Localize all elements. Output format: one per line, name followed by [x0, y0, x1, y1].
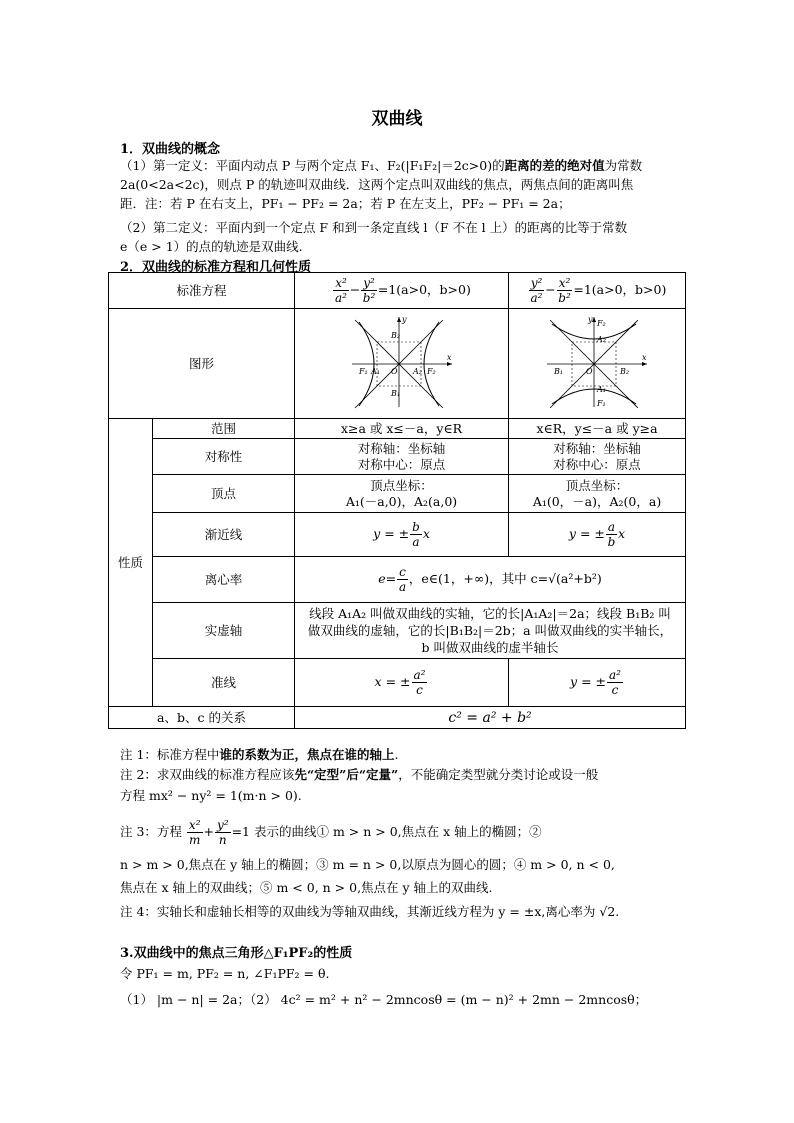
- svg-text:O: O: [586, 366, 593, 376]
- svg-text:A₂: A₂: [412, 366, 422, 376]
- s1-line-4: （2）第二定义：平面内到一个定点 F 和到一条定直线 l（F 不在 l 上）的距离的比等于常数: [120, 220, 628, 235]
- row-axes: [109, 603, 686, 659]
- s1-line-1: （1）第一定义：平面内动点 P 与两个定点 F₁、F₂(|F₁F₂|＝2c>0)的距离的差的绝对值为常数: [120, 158, 643, 173]
- note-3-cont-1: n > m > 0,焦点在 y 轴上的椭圆；③ m = n > 0,以原点为圆心的圆；④ m > 0, n < 0,: [120, 857, 615, 872]
- svg-text:F₂: F₂: [426, 366, 436, 376]
- svg-text:A₁: A₁: [370, 366, 380, 376]
- label-range: 范围: [153, 419, 295, 439]
- vertex-1: 顶点坐标： A₁(－a,0)，A₂(a,0): [295, 475, 509, 513]
- label-abc: a、b、c 的关系: [109, 707, 295, 729]
- row-range: [109, 419, 686, 439]
- svg-text:B₁: B₁: [554, 366, 564, 376]
- label-vertex: 顶点: [153, 475, 295, 513]
- svg-text:F₁: F₁: [597, 398, 606, 408]
- asymptote-1: y = ± $\frac{b}{a}$ x: [295, 513, 509, 557]
- graph-vertical-hyperbola: [509, 309, 686, 419]
- range-2: x∈R，y≤－a 或 y≥a: [509, 419, 686, 439]
- s1-line-2: 2a(0<2a<2c)，则点 P 的轨迹叫双曲线．这两个定点叫双曲线的焦点，两焦点间的距离叫焦: [120, 177, 634, 192]
- row-directrix: [109, 659, 686, 707]
- label-symmetry: 对称性: [153, 439, 295, 475]
- svg-text:F₂: F₂: [597, 318, 606, 328]
- svg-text:y: y: [588, 314, 593, 324]
- note-2: 注 2：求双曲线的标准方程应该先“定型”后“定量”，不能确定类型就分类讨论或设一般: [120, 767, 599, 782]
- row-vertex: [109, 475, 686, 513]
- section-3-heading: 3.双曲线中的焦点三角形△F₁PF₂的性质: [120, 946, 353, 961]
- hyperbola-y-figure: [542, 312, 652, 412]
- svg-text:B₂: B₂: [390, 330, 400, 340]
- std-eq-2: $\frac{\text{y²}}{\text{a²}}$ − $\frac{\text{x²}}{\text{b²}}$ =1(a>0，b>0): [509, 273, 686, 309]
- row-asymptote: [109, 513, 686, 557]
- s1-line-5: e（e > 1）的点的轨迹是双曲线.: [120, 239, 303, 254]
- label-eccentricity: 离心率: [153, 557, 295, 603]
- row-abc: [109, 707, 686, 729]
- row-standard-equation: [109, 273, 686, 309]
- label-asymptote: 渐近线: [153, 513, 295, 557]
- std-eq-1: $\frac{\text{x²}}{\text{a²}}$ − $\frac{\text{y²}}{\text{b²}}$ =1(a>0，b>0): [295, 273, 509, 309]
- axes-text: 线段 A₁A₂ 叫做双曲线的实轴，它的长|A₁A₂|＝2a；线段 B₁B₂ 叫 做双曲线的虚轴，它的长|B₁B₂|＝2b；a 叫做双曲线的实半轴长， b 叫做双曲线的虚半轴长: [295, 603, 686, 659]
- note-3: 注 3：方程 $\frac{\text{x²}}{m}$ + $\frac{\text{y²}}{n}$ =1 表示的曲线① m > n > 0,焦点在 x 轴上的椭圆；②: [120, 818, 542, 847]
- s3-line-2: （1） |m − n| = 2a；（2） 4c² = m² + n² − 2mncosθ = (m − n)² + 2mn − 2mncosθ；: [120, 992, 648, 1007]
- directrix-1: x = ± $\frac{\text{a²}}{c}$: [295, 659, 509, 707]
- row-eccentricity: [109, 557, 686, 603]
- svg-text:F₁: F₁: [358, 366, 368, 376]
- label-graph: 图形: [109, 309, 295, 419]
- s1-line-3: 距．注：若 P 在右支上，PF₁ − PF₂ = 2a；若 P 在左支上，PF₂ − PF₁ = 2a；: [120, 196, 571, 211]
- symmetry-2: 对称轴：坐标轴 对称中心：原点: [509, 439, 686, 475]
- svg-text:O: O: [390, 366, 398, 376]
- svg-text:x: x: [446, 352, 452, 362]
- vertex-2: 顶点坐标： A₁(0，－a)，A₂(0，a): [509, 475, 686, 513]
- graph-horizontal-hyperbola: [295, 309, 509, 419]
- page-title: 双曲线: [371, 109, 423, 129]
- note-2-cont: 方程 mx² − ny² = 1(m·n > 0).: [120, 788, 302, 803]
- symmetry-1: 对称轴：坐标轴 对称中心：原点: [295, 439, 509, 475]
- svg-text:B₂: B₂: [620, 366, 630, 376]
- row-symmetry: [109, 439, 686, 475]
- label-properties: 性质: [109, 419, 153, 707]
- note-3-cont-2: 焦点在 x 轴上的双曲线；⑤ m < 0, n > 0,焦点在 y 轴上的双曲线.: [120, 880, 493, 895]
- directrix-2: y = ± $\frac{\text{a²}}{c}$: [509, 659, 686, 707]
- svg-text:x: x: [642, 352, 647, 362]
- note-1: 注 1：标准方程中谁的系数为正，焦点在谁的轴上.: [120, 747, 399, 762]
- properties-table: [108, 272, 686, 729]
- svg-text:B₁: B₁: [390, 388, 400, 398]
- label-standard-equation: 标准方程: [109, 273, 295, 309]
- row-graph: [109, 309, 686, 419]
- eccentricity: e= $\frac{c}{a}$ ，e∈(1，+∞)，其中 c=√(a²+b²): [295, 557, 686, 603]
- range-1: x≥a 或 x≤－a，y∈R: [295, 419, 509, 439]
- section-1-heading: 1．双曲线的概念: [120, 142, 221, 157]
- note-4: 注 4：实轴长和虚轴长相等的双曲线为等轴双曲线，其渐近线方程为 y = ±x,离心率为 √2.: [120, 904, 620, 919]
- section-2-heading: 2．双曲线的标准方程和几何性质: [120, 260, 312, 275]
- abc-relation: c² = a² + b²: [295, 707, 686, 729]
- svg-text:A₂: A₂: [597, 334, 606, 344]
- asymptote-2: y = ± $\frac{a}{b}$ x: [509, 513, 686, 557]
- svg-text:A₁: A₁: [597, 384, 606, 394]
- label-axes: 实虚轴: [153, 603, 295, 659]
- s3-line-1: 令 PF₁ = m, PF₂ = n, ∠F₁PF₂ = θ.: [120, 966, 330, 981]
- label-directrix: 准线: [153, 659, 295, 707]
- svg-text:y: y: [401, 314, 407, 324]
- hyperbola-x-figure: [347, 312, 457, 412]
